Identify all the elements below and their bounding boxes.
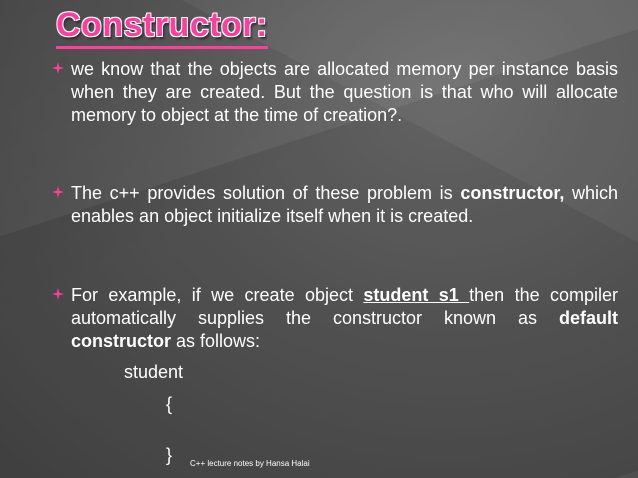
bold-term: default constructor — [71, 308, 618, 351]
bullet-text-part: For example, if we create object — [71, 285, 364, 305]
bullet-text — [71, 58, 618, 127]
bullet-text-part: The c++ provides solution of these problem is — [71, 183, 461, 203]
bullet-item — [52, 284, 618, 353]
bold-term: constructor, — [460, 183, 565, 203]
bullet-text-part: we know that the objects are allocated memory per instance basis when they are created. But the question is that who will allocate memory to object at the time of creation?. — [71, 59, 618, 125]
footer-credit: C++ lecture notes by Hansa Halai — [190, 459, 310, 468]
bullet-item — [52, 182, 618, 228]
bullet-text-part: which enables an object initialize itself when it is created. — [71, 183, 619, 226]
diamond-bullet-icon — [52, 186, 64, 198]
bullet-text-part: then the compiler automatically supplies the constructor known as — [71, 285, 618, 328]
underlined-term: student s1 — [363, 285, 470, 305]
bullet-text-part: as follows: — [171, 331, 261, 351]
bullet-item — [52, 58, 618, 127]
diamond-bullet-icon — [52, 288, 64, 300]
diamond-bullet-icon — [52, 62, 64, 74]
slide-title: Constructor: — [56, 4, 268, 49]
bullet-text — [71, 284, 618, 353]
bullet-text — [71, 182, 618, 228]
code-close-brace: } — [166, 445, 173, 465]
code-open-brace: { — [166, 394, 173, 414]
code-class-name: student — [124, 362, 184, 382]
